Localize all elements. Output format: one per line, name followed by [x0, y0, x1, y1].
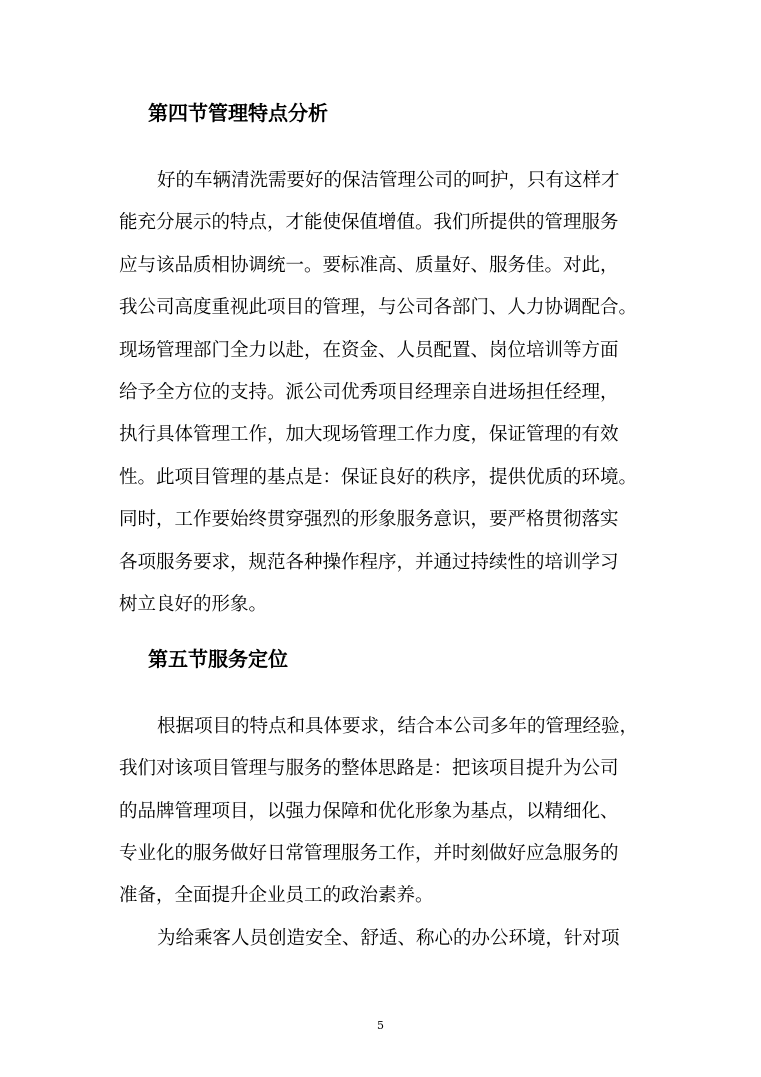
- paragraph-line: 好的车辆清洗需要好的保洁管理公司的呵护，只有这样才: [157, 170, 620, 191]
- paragraph-line: 能充分展示的特点，才能使保值增值。我们所提供的管理服务: [119, 212, 619, 233]
- paragraph-line: 同时，工作要始终贯穿强烈的形象服务意识，要严格贯彻落实: [119, 509, 619, 530]
- paragraph-line: 执行具体管理工作，加大现场管理工作力度，保证管理的有效: [119, 424, 619, 445]
- paragraph-line: 应与该品质相协调统一。要标准高、质量好、服务佳。对此，: [119, 255, 619, 276]
- paragraph-line: 树立良好的形象。: [119, 594, 268, 615]
- paragraph-line: 为给乘客人员创造安全、舒适、称心的办公环境，针对项: [157, 928, 620, 949]
- paragraph-line: 性。此项目管理的基点是：保证良好的秩序，提供优质的环境。: [119, 467, 638, 488]
- section-4-heading: 第四节管理特点分析: [148, 101, 328, 125]
- page-number: 5: [377, 1019, 384, 1032]
- paragraph-line: 的品牌管理项目，以强力保障和优化形象为基点，以精细化、: [119, 801, 619, 822]
- paragraph-line: 各项服务要求，规范各种操作程序，并通过持续性的培训学习: [119, 552, 619, 573]
- paragraph-line: 我公司高度重视此项目的管理，与公司各部门、人力协调配合。: [119, 297, 638, 318]
- paragraph-line: 现场管理部门全力以赴，在资金、人员配置、岗位培训等方面: [119, 340, 619, 361]
- paragraph-line: 我们对该项目管理与服务的整体思路是：把该项目提升为公司: [119, 758, 619, 779]
- paragraph-line: 给予全方位的支持。派公司优秀项目经理亲自进场担任经理，: [119, 382, 619, 403]
- paragraph-line: 专业化的服务做好日常管理服务工作，并时刻做好应急服务的: [119, 843, 619, 864]
- paragraph-line: 根据项目的特点和具体要求，结合本公司多年的管理经验，: [157, 716, 639, 737]
- section-5-heading: 第五节服务定位: [148, 647, 288, 671]
- paragraph-line: 准备，全面提升企业员工的政治素养。: [119, 885, 434, 906]
